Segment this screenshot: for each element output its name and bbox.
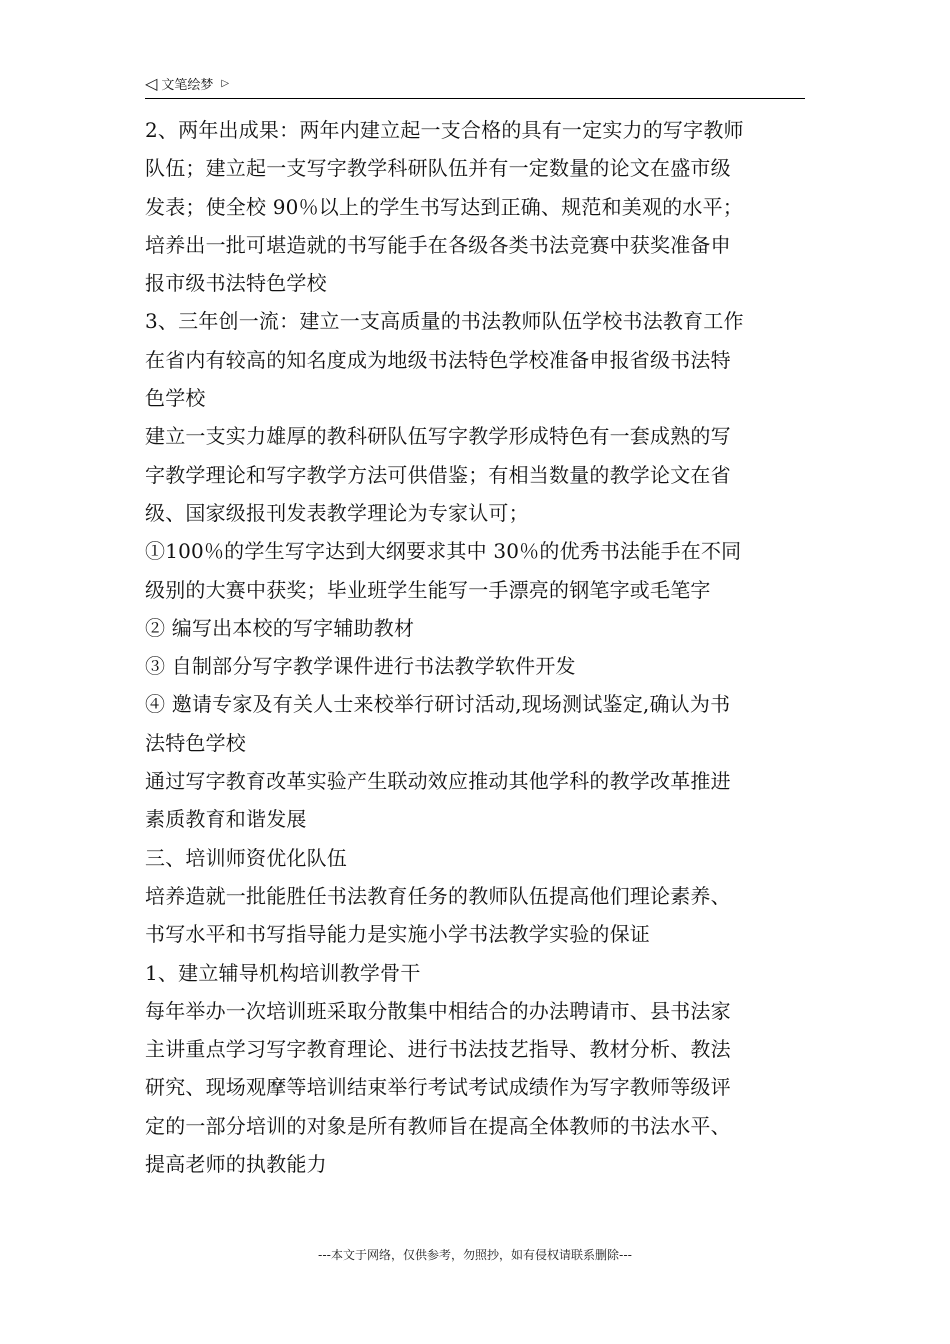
page-footer: ---本文于网络，仅供参考，勿照抄，如有侵权请联系删除--- [318, 1248, 632, 1262]
subsection-heading: 1、建立辅导机构培训教学骨干 [145, 960, 421, 985]
text-line: 级别的大赛中获奖；毕业班学生能写一手漂亮的钢笔字或毛笔字 [145, 577, 711, 602]
text-line: 法特色学校 [145, 730, 246, 755]
header-title: 文笔绘梦 [161, 78, 214, 93]
text-line: 培养造就一批能胜任书法教育任务的教师队伍提高他们理论素养、 [145, 883, 731, 908]
text-line: 书写水平和书写指导能力是实施小学书法教学实验的保证 [145, 922, 650, 947]
triangle-right-icon: ▷ [221, 77, 230, 89]
text-line: 色学校 [145, 386, 206, 411]
text-line: 在省内有较高的知名度成为地级书法特色学校准备申报省级书法特 [145, 347, 731, 372]
document-body [145, 111, 810, 1183]
text-line: 主讲重点学习写字教育理论、进行书法技艺指导、教材分析、教法 [145, 1037, 731, 1062]
text-line: ③ 自制部分写字教学课件进行书法教学软件开发 [145, 654, 576, 679]
page-header [145, 72, 805, 99]
text-line: 通过写字教育改革实验产生联动效应推动其他学科的教学改革推进 [145, 769, 731, 794]
text-line: 素质教育和谐发展 [145, 807, 307, 832]
text-line: 报市级书法特色学校 [145, 271, 327, 296]
text-line: 建立一支实力雄厚的教科研队伍写字教学形成特色有一套成熟的写 [145, 424, 731, 449]
text-line: ①100％的学生写字达到大纲要求其中 30％的优秀书法能手在不同 [145, 539, 742, 564]
text-line: 定的一部分培训的对象是所有教师旨在提高全体教师的书法水平、 [145, 1113, 731, 1138]
text-line: 每年举办一次培训班采取分散集中相结合的办法聘请市、县书法家 [145, 998, 731, 1023]
text-line: 3、三年创一流：建立一支高质量的书法教师队伍学校书法教育工作 [145, 309, 744, 334]
text-line: 2、两年出成果：两年内建立起一支合格的具有一定实力的写字教师 [145, 118, 744, 142]
text-line: 发表；使全校 90％以上的学生书写达到正确、规范和美观的水平； [145, 194, 744, 219]
text-line: 培养出一批可堪造就的书写能手在各级各类书法竞赛中获奖准备申 [145, 232, 731, 257]
text-line: 队伍；建立起一支写字教学科研队伍并有一定数量的论文在盛市级 [145, 156, 731, 181]
text-line: ② 编写出本校的写字辅助教材 [145, 615, 415, 640]
section-heading: 三、培训师资优化队伍 [145, 845, 347, 870]
text-line: ④ 邀请专家及有关人士来校举行研讨活动,现场测试鉴定,确认为书 [145, 692, 731, 717]
triangle-left-icon: ◁ [145, 73, 158, 93]
text-line: 研究、现场观摩等培训结束举行考试考试成绩作为写字教师等级评 [145, 1075, 731, 1100]
text-line: 提高老师的执教能力 [145, 1152, 327, 1177]
text-line: 级、国家级报刊发表教学理论为专家认可； [145, 500, 529, 525]
header-brand [145, 74, 229, 93]
text-line: 字教学理论和写字教学方法可供借鉴；有相当数量的教学论文在省 [145, 462, 731, 487]
